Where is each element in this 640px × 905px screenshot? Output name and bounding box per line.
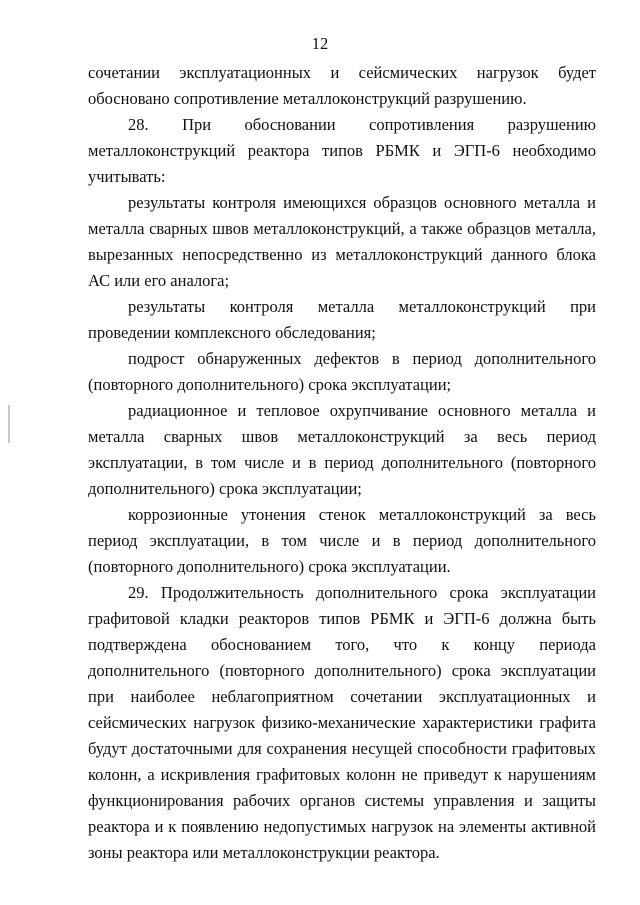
body-text [88,60,596,866]
paragraph-control-results-samples: результаты контроля имеющихся образцов основного металла и металла сварных швов металлоконструкций, а также образцов металла, вырезанных непосредственно из металлоконструкций данного блока АС или его аналога; [88,193,596,290]
page-number: 12 [311,34,329,53]
paragraph-embrittlement: радиационное и тепловое охрупчивание основного металла и металла сварных швов металлоконструкций за весь период эксплуатации, в том числе и в период дополнительного (повторного дополнительного) срока эксплуатации; [88,401,596,498]
paragraph-control-results-survey: результаты контроля металла металлоконструкций при проведении комплексного обследования; [88,297,596,342]
paragraph-continuation: сочетании эксплуатационных и сейсмических нагрузок будет обосновано сопротивление металлоконструкций разрушению. [88,63,596,108]
paragraph-corrosion: коррозионные утонения стенок металлоконструкций за весь период эксплуатации, в том числе и в период дополнительного (повторного дополнительного) срока эксплуатации. [88,505,596,576]
paragraph-defect-growth: подрост обнаруженных дефектов в период дополнительного (повторного дополнительного) срока эксплуатации; [88,349,596,394]
paragraph-item-29: 29. Продолжительность дополнительного срока эксплуатации графитовой кладки реакторов типов РБМК и ЭГП-6 должна быть подтверждена обоснованием того, что к концу периода дополнительного (повторного дополнительного) срока эксплуатации при наиболее неблагоприятном сочетании эксплуатационных и сейсмических нагрузок физико-механические характеристики графита будут достаточными для сохранения несущей способности графитовых колонн, а искривления графитовых колонн не приведут к нарушениям функционирования рабочих органов системы управления и защиты реактора и к появлению недопустимых нагрузок на элементы активной зоны реактора или металлоконструкции реактора. [88,583,596,862]
paragraph-item-28: 28. При обосновании сопротивления разрушению металлоконструкций реактора типов РБМК и ЭГП-6 необходимо учитывать: [88,115,596,186]
scan-edge-mark [8,405,10,443]
